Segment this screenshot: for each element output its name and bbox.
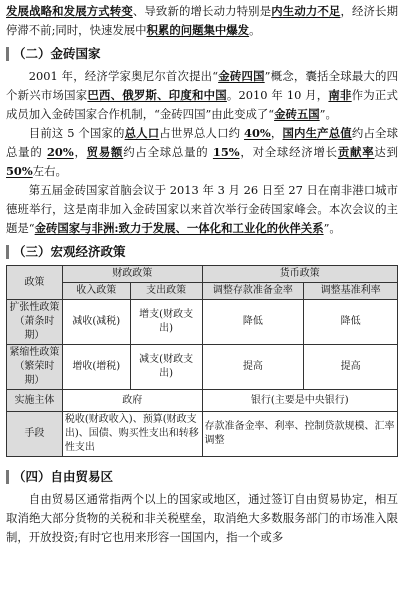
emphasis-text: 巴西、俄罗斯、印度和中国 — [87, 88, 227, 102]
body-text: 达到 — [374, 145, 398, 159]
emphasis-text: 金砖国家与非洲:致力于发展、一体化和工业化的伙伴关系 — [34, 221, 324, 235]
emphasis-text: 贡献率 — [337, 145, 375, 159]
body-text: 、导致新的增长动力特别是 — [132, 4, 272, 18]
emphasis-text: 国内生产总值 — [282, 126, 352, 140]
table-row — [7, 345, 398, 390]
section-heading-brics — [6, 44, 398, 64]
emphasis-text: 总人口 — [124, 126, 160, 140]
table-cell: 增收(增税) — [62, 345, 130, 390]
emphasis-text: 金砖五国 — [274, 107, 320, 121]
table-header-cell: 财政政策 — [62, 266, 202, 283]
table-row-label: 扩张性政策（萧条时期） — [7, 300, 63, 345]
body-text: ”。 — [323, 221, 341, 235]
table-header-row — [7, 266, 398, 283]
emphasis-text: 积累的问题集中爆发 — [146, 23, 250, 37]
table-cell: 增支(财政支出) — [130, 300, 202, 345]
body-text: 。 — [249, 23, 261, 37]
body-text: ，经济长期停滞不前;同时，快速发展中 — [6, 4, 398, 37]
emphasis-text: 金砖四国 — [218, 69, 265, 83]
table-cell: 政府 — [62, 390, 202, 412]
macro-policy-table — [6, 265, 398, 457]
body-text: 占世界总人口约 — [159, 126, 245, 140]
table-cell: 降低 — [202, 300, 304, 345]
emphasis-text: 贸易额 — [86, 145, 124, 159]
table-header-cell: 调整基准利率 — [304, 283, 398, 300]
table-cell: 提高 — [304, 345, 398, 390]
section-heading-free-trade — [6, 467, 398, 487]
body-text: 作为正式成员加入金砖国家合作机制，“金砖四国”由此变成了“ — [6, 88, 398, 121]
body-text: ， — [270, 126, 283, 140]
body-text: 约占全球总量的 — [123, 145, 213, 159]
table-cell: 减收(减税) — [62, 300, 130, 345]
table-row — [7, 412, 398, 457]
table-cell: 税收(财政收入)、预算(财政支出)、国债、购买性支出和转移性支出 — [62, 412, 202, 457]
emphasis-text: 50% — [6, 164, 33, 178]
body-text: 第五届金砖国家首脑会议于 2013 年 3 月 26 日至 27 日在南非港口城市德班举行，这是南非加入金砖国家以来首次举行金砖国家峰会。本次会议的主题是“ — [6, 183, 398, 235]
body-text: 约占全球总量的 — [6, 126, 398, 159]
body-text: ， — [73, 145, 87, 159]
table-row-label: 实施主体 — [7, 390, 63, 412]
table-cell: 存款准备金率、利率、控制贷款规模、汇率调整 — [202, 412, 397, 457]
heading-text: （三）宏观经济政策 — [13, 244, 126, 259]
table-header-cell: 支出政策 — [130, 283, 202, 300]
table-row-label: 紧缩性政策（繁荣时期） — [7, 345, 63, 390]
table-header-row — [7, 283, 398, 300]
heading-bar-icon — [6, 470, 9, 484]
brics-paragraph-2 — [6, 124, 398, 181]
table-row-label: 手段 — [7, 412, 63, 457]
body-text: 左右。 — [32, 164, 67, 178]
section-heading-macro-policy — [6, 242, 398, 262]
emphasis-text: 内生动力不足 — [271, 4, 341, 18]
table-cell: 降低 — [304, 300, 398, 345]
emphasis-text: 20% — [46, 145, 74, 159]
table-header-cell: 货币政策 — [202, 266, 397, 283]
emphasis-text: 南非 — [328, 88, 352, 102]
heading-text: （二）金砖国家 — [13, 46, 101, 61]
table-header-cell: 政策 — [7, 266, 63, 300]
heading-bar-icon — [6, 245, 9, 259]
body-text: 目前这 5 个国家的 — [28, 126, 125, 140]
body-text: ，对全球经济增长 — [239, 145, 338, 159]
emphasis-text: 15% — [212, 145, 240, 159]
brics-paragraph-1 — [6, 67, 398, 124]
emphasis-text: 40% — [244, 126, 271, 140]
body-text: 2001 年，经济学家奥尼尔首次提出“ — [28, 69, 219, 83]
table-cell: 提高 — [202, 345, 304, 390]
emphasis-text: 发展战略和发展方式转变 — [6, 4, 133, 18]
body-text: 。2010 年 10 月， — [226, 88, 329, 102]
table-row — [7, 390, 398, 412]
free-trade-paragraph: 自由贸易区通常指两个以上的国家或地区，通过签订自由贸易协定，相互取消绝大部分货物的关税和非关税壁垒，取消绝大多数服务部门的市场准入限制，开放投资;有时它也用来形容一国国内，指一个或多 — [6, 492, 398, 544]
table-cell: 银行(主要是中央银行) — [202, 390, 397, 412]
document-page — [6, 2, 398, 547]
intro-paragraph — [6, 2, 398, 40]
table-row — [7, 300, 398, 345]
body-text: ”概念，囊括全球最大的四个新兴市场国家 — [6, 69, 398, 102]
heading-text: （四）自由贸易区 — [13, 469, 114, 484]
table-header-cell: 收入政策 — [62, 283, 130, 300]
table-cell: 减支(财政支出) — [130, 345, 202, 390]
heading-bar-icon — [6, 47, 9, 61]
brics-paragraph-3 — [6, 181, 398, 238]
body-text: ”。 — [319, 107, 337, 121]
table-header-cell: 调整存款准备金率 — [202, 283, 304, 300]
